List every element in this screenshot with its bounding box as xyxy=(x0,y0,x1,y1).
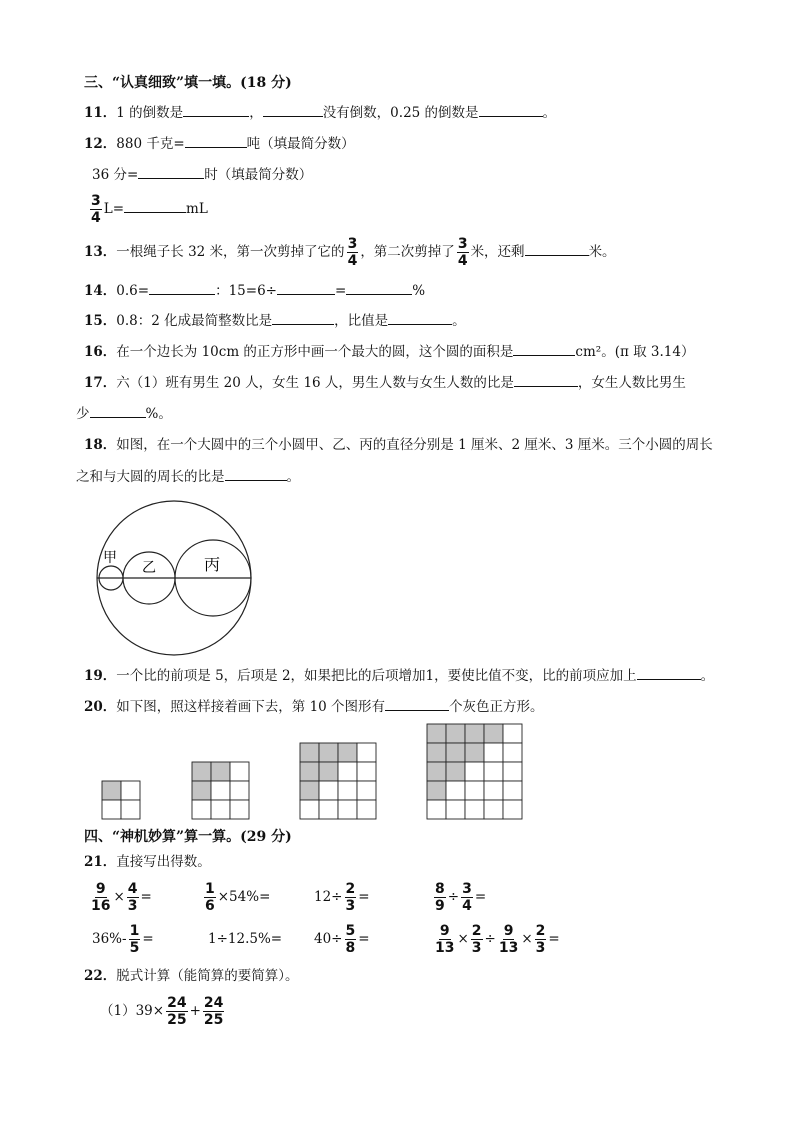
question-14: 14．0.6= ：15=6÷ = % xyxy=(84,283,426,299)
answer-blank[interactable] xyxy=(277,281,335,295)
white-square xyxy=(503,724,522,743)
white-square xyxy=(357,781,376,800)
gray-square xyxy=(319,762,338,781)
white-square xyxy=(300,800,319,819)
answer-blank[interactable] xyxy=(525,242,589,256)
white-square xyxy=(503,781,522,800)
question-22-part1: （1）39× $\frac{24}{25}$ + $\frac{24}{25}$ xyxy=(100,995,224,1028)
question-12-line2: 36 分= 时（填最简分数） xyxy=(92,167,313,183)
gray-square xyxy=(102,781,121,800)
label-jia: 甲 xyxy=(103,550,117,566)
white-square xyxy=(427,800,446,819)
white-square xyxy=(446,800,465,819)
circles-figure xyxy=(94,498,254,658)
gray-square xyxy=(446,762,465,781)
answer-blank[interactable] xyxy=(385,697,449,711)
pattern-grids-figure xyxy=(0,715,794,825)
answer-blank[interactable] xyxy=(149,281,215,295)
white-square xyxy=(484,800,503,819)
answer-blank[interactable] xyxy=(124,199,186,213)
section4-title: 四、“神机妙算”算一算。(29 分) xyxy=(84,829,292,845)
white-square xyxy=(338,762,357,781)
label-bing: 丙 xyxy=(204,555,221,574)
answer-blank[interactable] xyxy=(637,666,701,680)
grid-figure-3 xyxy=(300,743,376,819)
expr-3: 12÷ $\frac{2}{3}$ = xyxy=(314,881,370,914)
white-square xyxy=(503,800,522,819)
white-square xyxy=(446,781,465,800)
white-square xyxy=(357,743,376,762)
answer-blank[interactable] xyxy=(225,467,287,481)
white-square xyxy=(192,800,211,819)
white-square xyxy=(484,762,503,781)
expr-4: $\frac{8}{9}$ ÷ $\frac{3}{4}$ = xyxy=(435,881,487,914)
answer-blank[interactable] xyxy=(183,103,249,117)
white-square xyxy=(484,743,503,762)
gray-square xyxy=(427,724,446,743)
white-square xyxy=(230,781,249,800)
white-square xyxy=(338,781,357,800)
question-15: 15．0.8：2 化成最简整数比是 ，比值是 。 xyxy=(84,313,466,329)
white-square xyxy=(484,781,503,800)
white-square xyxy=(211,781,230,800)
white-square xyxy=(102,800,121,819)
answer-blank[interactable] xyxy=(263,103,323,117)
white-square xyxy=(121,800,140,819)
white-square xyxy=(357,762,376,781)
expr-8: $\frac{9}{13}$ × $\frac{2}{3}$ ÷ $\frac{9}{13}$ × $\frac{2}{3}$ = xyxy=(435,923,560,956)
answer-blank[interactable] xyxy=(479,103,543,117)
question-22: 22．脱式计算（能简算的要简算）。 xyxy=(84,968,299,984)
gray-square xyxy=(300,743,319,762)
white-square xyxy=(503,743,522,762)
grid-figure-4 xyxy=(427,724,522,819)
section3-title: 三、“认真细致”填一填。(18 分) xyxy=(84,75,292,91)
white-square xyxy=(503,762,522,781)
white-square xyxy=(230,762,249,781)
expr-7: 40÷ $\frac{5}{8}$ = xyxy=(314,923,370,956)
answer-blank[interactable] xyxy=(513,342,575,356)
question-18-line2: 之和与大圆的周长的比是 。 xyxy=(76,469,300,485)
gray-square xyxy=(446,724,465,743)
question-16: 16．在一个边长为 10cm 的正方形中画一个最大的圆，这个圆的面积是 cm²。(π 取 3.14） xyxy=(84,344,695,360)
question-13: 13．一根绳子长 32 米，第一次剪掉了它的 $\frac{3}{4}$ ，第二次剪掉了 $\frac{3}{4}$ 米，还剩 米。 xyxy=(84,236,616,269)
expr-5: 36%- $\frac{1}{5}$ = xyxy=(92,923,154,956)
gray-square xyxy=(427,781,446,800)
gray-square xyxy=(192,762,211,781)
white-square xyxy=(465,762,484,781)
white-square xyxy=(121,781,140,800)
white-square xyxy=(230,800,249,819)
gray-square xyxy=(446,743,465,762)
gray-square xyxy=(465,743,484,762)
question-11: 11．1 的倒数是 ， 没有倒数，0.25 的倒数是 。 xyxy=(84,105,557,121)
answer-blank[interactable] xyxy=(346,281,412,295)
white-square xyxy=(211,800,230,819)
answer-blank[interactable] xyxy=(185,134,247,148)
question-12-line1: 12．880 千克= 吨（填最简分数） xyxy=(84,136,355,152)
gray-square xyxy=(427,743,446,762)
gray-square xyxy=(427,762,446,781)
grid-figure-2 xyxy=(192,762,249,819)
question-18-line1: 18．如图，在一个大圆中的三个小圆甲、乙、丙的直径分别是 1 厘米、2 厘米、3 厘米。三个小圆的周长 xyxy=(84,437,713,453)
white-square xyxy=(338,800,357,819)
gray-square xyxy=(192,781,211,800)
gray-square xyxy=(484,724,503,743)
answer-blank[interactable] xyxy=(90,404,146,418)
gray-square xyxy=(338,743,357,762)
white-square xyxy=(319,781,338,800)
gray-square xyxy=(319,743,338,762)
question-17-line1: 17．六（1）班有男生 20 人，女生 16 人，男生人数与女生人数的比是 ，女生人数比男生 xyxy=(84,375,686,391)
question-17-line2: 少 %。 xyxy=(76,406,172,422)
gray-square xyxy=(300,762,319,781)
white-square xyxy=(465,800,484,819)
expr-2: $\frac{1}{6}$ ×54%= xyxy=(205,881,271,914)
question-20: 20．如下图，照这样接着画下去，第 10 个图形有 个灰色正方形。 xyxy=(84,699,544,715)
answer-blank[interactable] xyxy=(514,373,578,387)
gray-square xyxy=(300,781,319,800)
white-square xyxy=(357,800,376,819)
question-12-line3: $\frac{3}{4}$ L= mL xyxy=(91,193,208,226)
question-19: 19．一个比的前项是 5，后项是 2，如果把比的后项增加1，要使比值不变，比的前项应加上 。 xyxy=(84,668,715,684)
gray-square xyxy=(211,762,230,781)
label-yi: 乙 xyxy=(142,560,156,576)
expr-1: $\frac{9}{16}$ × $\frac{4}{3}$ = xyxy=(91,881,152,914)
answer-blank[interactable] xyxy=(138,165,204,179)
answer-blank[interactable] xyxy=(388,311,452,325)
expr-6: 1÷12.5%= xyxy=(208,931,283,947)
question-21: 21．直接写出得数。 xyxy=(84,854,211,870)
white-square xyxy=(465,781,484,800)
grid-figure-1 xyxy=(102,781,140,819)
white-square xyxy=(319,800,338,819)
answer-blank[interactable] xyxy=(272,311,334,325)
gray-square xyxy=(465,724,484,743)
